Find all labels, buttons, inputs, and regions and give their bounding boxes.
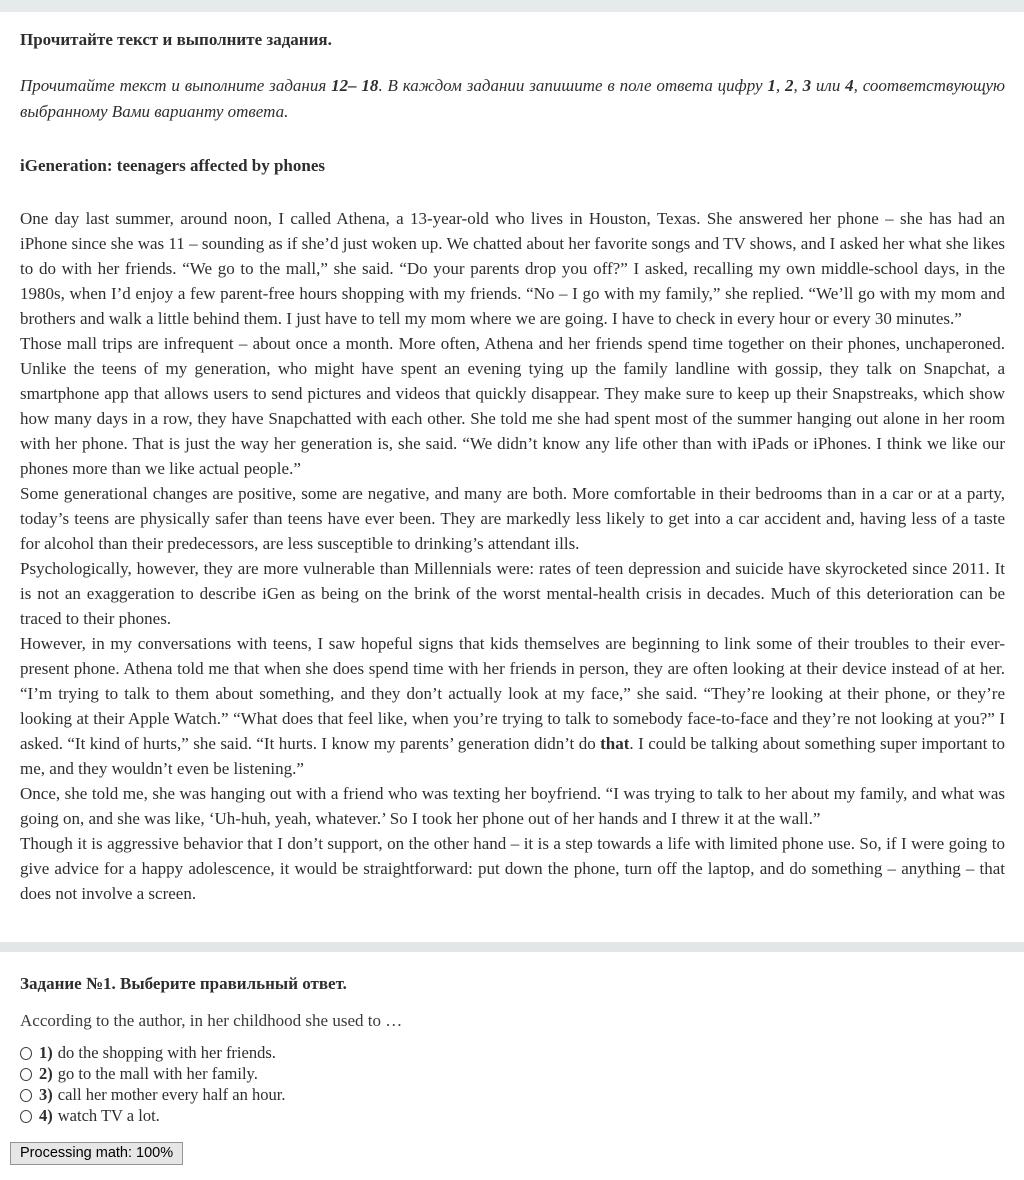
text-segment-bold: 12– 18 bbox=[331, 76, 379, 95]
radio-button-1[interactable] bbox=[20, 1047, 32, 1060]
option-text: go to the mall with her family. bbox=[57, 1064, 258, 1083]
top-bar bbox=[0, 0, 1024, 12]
option-text: do the shopping with her friends. bbox=[57, 1043, 276, 1062]
text-segment: Psychologically, however, they are more vulnerable than Millennials were: rates of teen depression and suicide have skyrocketed since 2011. It is not an exaggeration to describe iGen as being on the brink of the worst mental-health crisis in decades. Much of this deterioration can be traced to their phones. bbox=[20, 559, 1005, 628]
task-section bbox=[0, 974, 1024, 1126]
instruction-heading: Прочитайте текст и выполните задания. bbox=[20, 30, 332, 49]
text-segment: Those mall trips are infrequent – about once a month. More often, Athena and her friends spend time together on their phones, unchaperoned. Unlike the teens of my generation, who might have spent an evening tying up the family landline with gossip, they talk on Snapchat, a smartphone app that allows users to send pictures and videos that quickly disappear. They make sure to keep up their Snapstreaks, which show how many days in a row, they have Snapchatted with each other. She told me she had spent most of the summer hanging out alone in her room with her phone. That is just the way her generation is, she said. “We didn’t know any life other than with iPads or iPhones. I think we like our phones more than we like actual people.” bbox=[20, 334, 1005, 478]
text-segment: Once, she told me, she was hanging out with a friend who was texting her boyfriend. “I was trying to talk to her about my family, and what was going on, and she was like, ‘Uh-huh, yeah, whatever.’ So I took her phone out of her hands and I threw it at the wall.” bbox=[20, 784, 1005, 828]
article-paragraph bbox=[20, 331, 1005, 481]
text-segment-bold: 1 bbox=[767, 76, 776, 95]
text-segment: . I could be talking about something super important to me, and they wouldn’t even be listening.” bbox=[20, 734, 1005, 778]
text-segment: Though it is aggressive behavior that I don’t support, on the other hand – it is a step towards a life with limited phone use. So, if I were going to give advice for a happy adolescence, it would be straightforward: put down the phone, turn off the laptop, and do something – anything – that does not involve a screen. bbox=[20, 834, 1005, 903]
text-segment: , соответствующую выбранному Вами варианту ответа. bbox=[20, 76, 1006, 121]
article-body bbox=[20, 206, 1005, 906]
task-heading: Задание №1. Выберите правильный ответ. bbox=[20, 974, 347, 993]
text-segment: Some generational changes are positive, some are negative, and many are both. More comfortable in their bedrooms than in a car or at a party, today’s teens are physically safer than teens have ever been. They are markedly less likely to get into a car accident and, having less of a taste for alcohol than their predecessors, are less susceptible to drinking’s attendant ills. bbox=[20, 484, 1005, 553]
article-paragraph bbox=[20, 556, 1005, 631]
option-number: 4) bbox=[39, 1106, 53, 1125]
text-segment: . В каждом задании запишите в поле ответа цифру bbox=[378, 76, 768, 95]
article-paragraph bbox=[20, 631, 1005, 781]
option-text: watch TV a lot. bbox=[57, 1106, 160, 1125]
radio-button-4[interactable] bbox=[20, 1110, 32, 1123]
article-paragraph bbox=[20, 206, 1005, 331]
answer-option-1[interactable] bbox=[20, 1042, 1005, 1063]
answer-option-2[interactable] bbox=[20, 1063, 1005, 1084]
text-segment: или bbox=[811, 76, 846, 95]
article-paragraph bbox=[20, 781, 1005, 831]
text-segment-bold: 3 bbox=[802, 76, 812, 95]
answer-options-list bbox=[20, 1042, 1005, 1126]
text-segment: , bbox=[793, 76, 803, 95]
text-segment-bold: 4 bbox=[845, 76, 854, 95]
intro-paragraph bbox=[20, 73, 1005, 125]
option-number: 3) bbox=[39, 1085, 53, 1104]
option-text: call her mother every half an hour. bbox=[57, 1085, 286, 1104]
mathjax-processing-message: Processing math: 100% bbox=[10, 1142, 183, 1165]
page-content bbox=[0, 30, 1024, 906]
article-paragraph bbox=[20, 481, 1005, 556]
text-segment: One day last summer, around noon, I called Athena, a 13-year-old who lives in Houston, Texas. She answered her phone – she has had an iPhone since she was 11 – sounding as if she’d just woken up. We chatted about her favorite songs and TV shows, and I asked her what she likes to do with her friends. “We go to the mall,” she said. “Do your parents drop you off?” I asked, recalling my own middle-school days, in the 1980s, when I’d enjoy a few parent-free hours shopping with my friends. “No – I go with my family,” she replied. “We’ll go with my mom and brothers and walk a little behind them. I just have to tell my mom where we are going. I have to check in every hour or every 30 minutes.” bbox=[20, 209, 1005, 328]
article-title: iGeneration: teenagers affected by phones bbox=[20, 156, 326, 175]
text-segment-bold: that bbox=[600, 734, 630, 753]
article-paragraph bbox=[20, 831, 1005, 906]
answer-option-4[interactable] bbox=[20, 1105, 1005, 1126]
option-number: 1) bbox=[39, 1043, 53, 1062]
radio-button-3[interactable] bbox=[20, 1089, 32, 1102]
answer-option-3[interactable] bbox=[20, 1084, 1005, 1105]
radio-button-2[interactable] bbox=[20, 1068, 32, 1081]
text-segment: Прочитайте текст и выполните задания bbox=[20, 76, 332, 95]
option-number: 2) bbox=[39, 1064, 53, 1083]
section-divider bbox=[0, 942, 1024, 952]
text-segment-bold: 2 bbox=[784, 76, 794, 95]
text-segment: , bbox=[775, 76, 785, 95]
question-text: According to the author, in her childhood she used to … bbox=[20, 1011, 403, 1030]
text-segment: However, in my conversations with teens, I saw hopeful signs that kids themselves are beginning to link some of their troubles to their ever-present phone. Athena told me that when she does spend time with her friends in person, they are often looking at their device instead of at her. “I’m trying to talk to them about something, and they don’t actually look at my face,” she said. “They’re looking at their phone, or they’re looking at their Apple Watch.” “What does that feel like, when you’re trying to talk to somebody face-to-face and they’re not looking at you?” I asked. “It kind of hurts,” she said. “It hurts. I know my parents’ generation didn’t do bbox=[20, 634, 1005, 753]
